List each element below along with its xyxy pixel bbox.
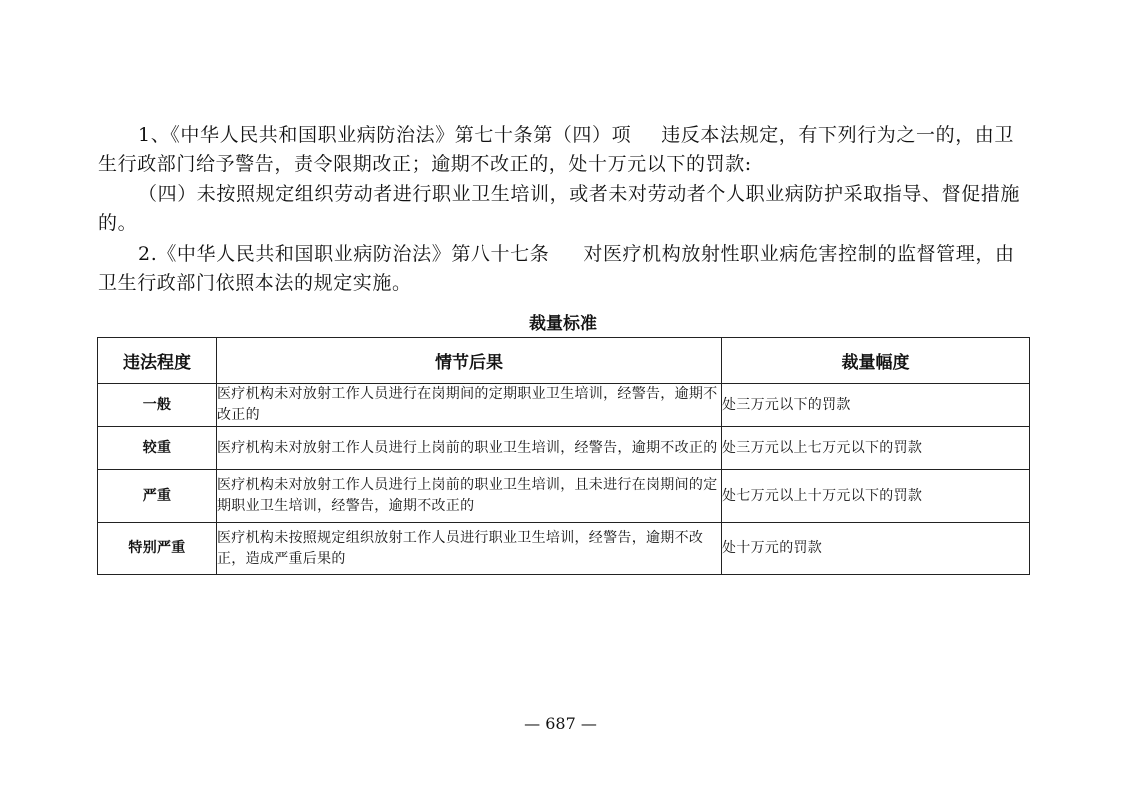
table-row <box>98 384 1030 427</box>
circumstance-cell: 医疗机构未对放射工作人员进行在岗期间的定期职业卫生培训，经警告，逾期不改正的 <box>217 384 722 427</box>
page-number: — 687 — <box>524 714 597 733</box>
article-87-citation: 2.《中华人民共和国职业病防治法》第八十七条 <box>138 243 550 265</box>
table-row <box>98 427 1030 470</box>
table-title: 裁量标准 <box>529 314 597 334</box>
penalty-cell: 处三万元以下的罚款 <box>722 384 1030 427</box>
discretion-standard-table <box>97 337 1030 575</box>
table-row <box>98 523 1030 575</box>
paragraph-item-4: （四）未按照规定组织劳动者进行职业卫生培训，或者未对劳动者个人职业病防护采取指导、督促措施的。 <box>98 183 1021 234</box>
circumstance-cell: 医疗机构未按照规定组织放射工作人员进行职业卫生培训，经警告，逾期不改正，造成严重后果的 <box>217 523 722 575</box>
table-row <box>98 470 1030 523</box>
penalty-cell: 处三万元以上七万元以下的罚款 <box>722 427 1030 470</box>
article-70-citation: 1、《中华人民共和国职业病防治法》第七十条第（四）项 <box>138 124 632 146</box>
level-cell: 特别严重 <box>98 523 217 575</box>
level-cell: 一般 <box>98 384 217 427</box>
header-circumstance: 情节后果 <box>217 338 722 384</box>
article-70-text: 违反本法规定，有下列行为之一的，由卫生行政部门给予警告，责令限期改正；逾期不改正的，处十万元以下的罚款: <box>98 124 1015 175</box>
header-violation-degree: 违法程度 <box>98 338 217 384</box>
header-penalty-range: 裁量幅度 <box>722 338 1030 384</box>
circumstance-cell: 医疗机构未对放射工作人员进行上岗前的职业卫生培训，经警告，逾期不改正的 <box>217 427 722 470</box>
paragraph-article-70 <box>98 121 1030 179</box>
level-cell: 严重 <box>98 470 217 523</box>
table-header-row <box>98 338 1030 384</box>
penalty-cell: 处十万元的罚款 <box>722 523 1030 575</box>
penalty-cell: 处七万元以上十万元以下的罚款 <box>722 470 1030 523</box>
level-cell: 较重 <box>98 427 217 470</box>
article-87-text: 对医疗机构放射性职业病危害控制的监督管理，由卫生行政部门依照本法的规定实施。 <box>98 243 1015 294</box>
circumstance-cell: 医疗机构未对放射工作人员进行上岗前的职业卫生培训，且未进行在岗期间的定期职业卫生培训，经警告，逾期不改正的 <box>217 470 722 523</box>
paragraph-article-87 <box>98 240 1030 298</box>
